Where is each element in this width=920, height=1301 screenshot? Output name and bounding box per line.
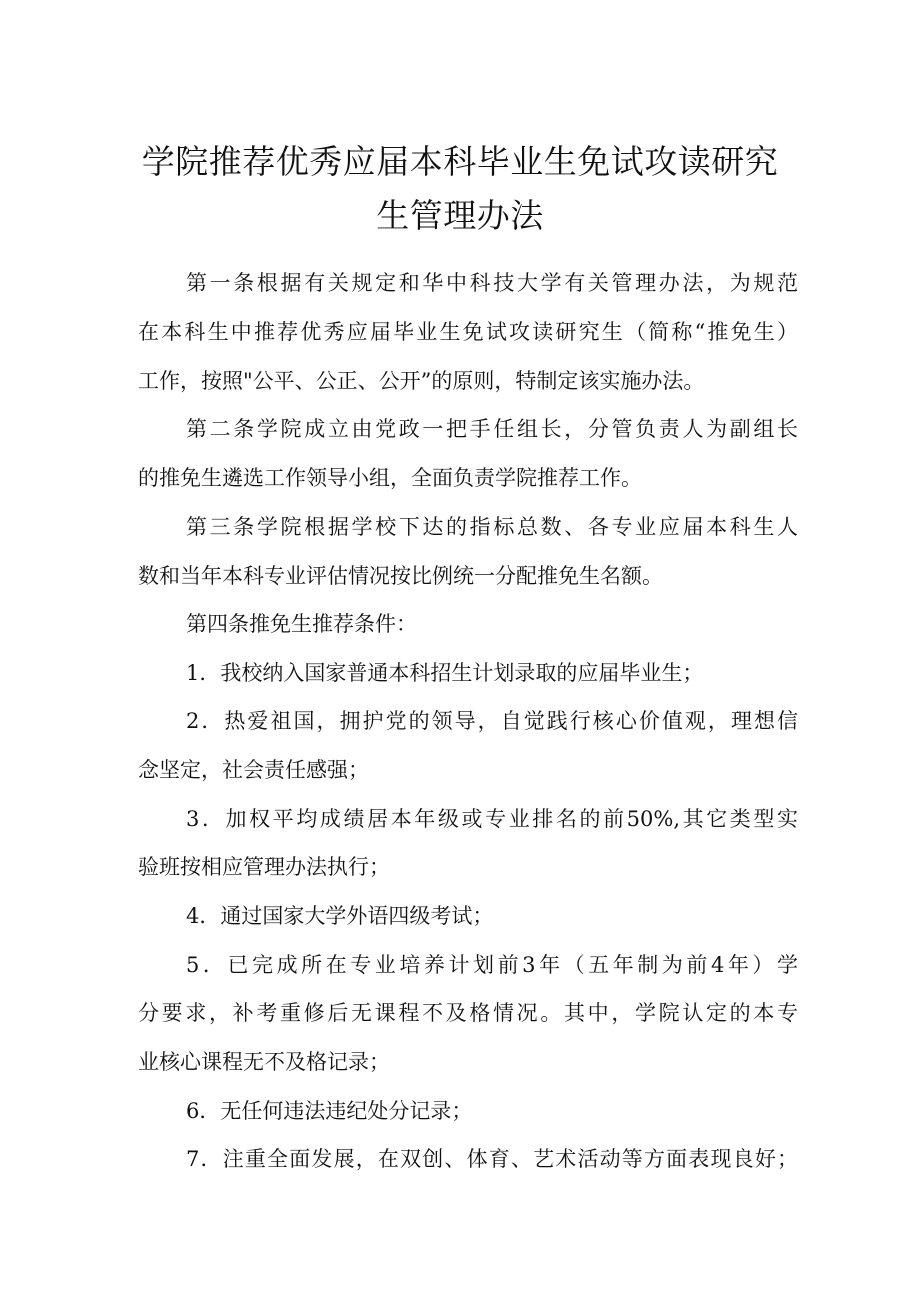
article-2-line-1: 第二条学院成立由党政一把手任组长，分管负责人为副组长 [186, 417, 798, 441]
article-1-line-3: 工作，按照"公平、公正、公开”的原则，特制定该实施办法。 [138, 369, 705, 393]
article-3-line-2: 数和当年本科专业评估情况按比例统一分配推免生名额。 [138, 564, 663, 588]
condition-3-line-2: 验班按相应管理办法执行； [138, 855, 390, 879]
condition-7: 7．注重全面发展，在双创、体育、艺术活动等方面表现良好； [186, 1147, 798, 1171]
condition-5-line-2: 分要求，补考重修后无课程不及格情况。其中，学院认定的本专 [138, 1001, 798, 1025]
condition-6: 6．无任何违法违纪处分记录； [186, 1099, 473, 1123]
condition-3-line-1: 3．加权平均成绩居本年级或专业排名的前50%,其它类型实 [186, 807, 798, 831]
article-1-line-2: 在本科生中推荐优秀应届毕业生免试攻读研究生（简称“推免生） [138, 320, 798, 344]
condition-1: 1．我校纳入国家普通本科招生计划录取的应届毕业生； [186, 661, 704, 685]
condition-5-line-3: 业核心课程无不及格记录； [138, 1050, 390, 1074]
article-4-heading: 第四条推免生推荐条件： [186, 612, 417, 636]
article-1-line-1: 第一条根据有关规定和华中科技大学有关管理办法，为规范 [186, 271, 798, 295]
document-title-line-2: 生管理办法 [376, 196, 544, 235]
condition-5-line-1: 5．已完成所在专业培养计划前3年（五年制为前4年）学 [186, 953, 798, 977]
document-title-line-1: 学院推荐优秀应届本科毕业生免试攻读研究 [141, 142, 779, 181]
condition-4: 4．通过国家大学外语四级考试； [186, 904, 494, 928]
article-3-line-1: 第三条学院根据学校下达的指标总数、各专业应届本科生人 [186, 515, 798, 539]
condition-2-line-2: 念坚定，社会责任感强； [138, 758, 369, 782]
article-2-line-2: 的推免生遴选工作领导小组，全面负责学院推荐工作。 [138, 466, 642, 490]
condition-2-line-1: 2．热爱祖国，拥护党的领导，自觉践行核心价值观，理想信 [186, 709, 798, 733]
